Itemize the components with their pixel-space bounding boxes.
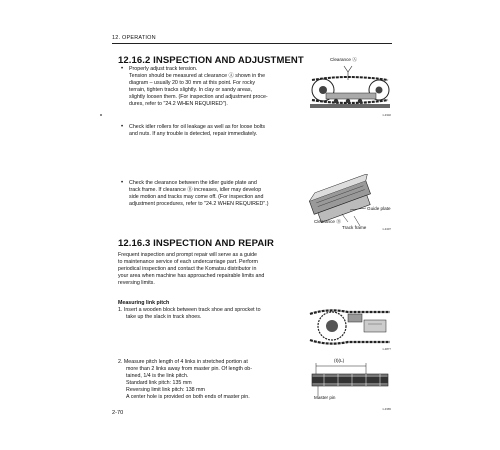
text-line: diagram – usually 20 to 30 mm at this point. For rocky xyxy=(129,79,256,86)
text-line: tained, 1/4 is the link pitch. xyxy=(126,372,189,379)
figure-link-pitch xyxy=(308,360,392,412)
figure-wooden-block xyxy=(308,300,392,352)
figure-code: 1-3332 xyxy=(382,113,391,117)
subheading-link-pitch: Measuring link pitch xyxy=(118,300,170,306)
text-line: A center hole is provided on both ends of master pin. xyxy=(126,393,250,400)
label-guide-plate: Guide plate xyxy=(367,206,391,211)
text-line: to maintenance service of each undercarriage part. Perform xyxy=(118,258,258,265)
step-1 xyxy=(118,307,304,321)
text-line: Standard link pitch: 135 mm xyxy=(126,379,192,386)
bullet-icon: • xyxy=(121,180,124,186)
bullet-icon: • xyxy=(121,124,124,130)
bullet-idler-rollers xyxy=(121,124,389,138)
section-title-inspection-repair: 12.16.3 INSPECTION AND REPAIR xyxy=(118,238,274,249)
text-line: periodical inspection and contact the Komatsu distributor in xyxy=(118,265,257,272)
text-line: Reversing limit link pitch: 138 mm xyxy=(126,386,205,393)
text-line: reversing limits. xyxy=(118,279,155,286)
figure-label-clearance-a: Clearance Ⓐ xyxy=(330,57,357,62)
track-diagram-icon xyxy=(308,60,392,118)
text-line: Properly adjust track tension. xyxy=(129,66,198,72)
text-line: 2. Measure pitch length of 4 links in stretched portion at xyxy=(118,359,248,365)
text-line: 1. Insert a wooden block between track shoe and sprocket to xyxy=(118,307,261,313)
text-line: Frequent inspection and prompt repair will serve as a guide xyxy=(118,252,257,258)
page-number: 2-70 xyxy=(112,410,124,416)
figure-track-clearance xyxy=(308,57,392,118)
bullet-icon: • xyxy=(121,66,124,72)
repair-paragraph xyxy=(118,252,304,287)
text-line: adjustment procedures, refer to "24.2 WHEN REQUIRED".) xyxy=(129,200,269,207)
sprocket-diagram-icon xyxy=(308,300,392,352)
text-line: Check the clearance between the idler guide plate and xyxy=(129,180,257,186)
text-line: terrain, tighten tracks slightly. In clay or sandy areas, xyxy=(129,86,252,93)
bullet-track-tension xyxy=(121,66,304,107)
figure-guide-plate xyxy=(308,174,392,232)
bullet-guide-plate xyxy=(121,180,307,208)
label-master-pin: Master pin xyxy=(314,395,336,400)
text-line: and nuts. If any trouble is detected, repair immediately. xyxy=(129,130,258,137)
header-rule xyxy=(112,43,392,44)
text-line: dures, refer to "24.2 WHEN REQUIRED"). xyxy=(129,100,228,107)
figure-code: 1-3365 xyxy=(382,407,391,411)
figure-code: 1-3407 xyxy=(382,227,391,231)
text-line: your area when machine has approached repairable limits and xyxy=(118,272,265,279)
section-title-inspection-adjustment: 12.16.2 INSPECTION AND ADJUSTMENT xyxy=(118,55,304,66)
text-line: more than 2 links away from master pin. Of length ob- xyxy=(126,365,253,372)
text-line: Tension should be measured at clearance Ⓐ shown in the xyxy=(129,72,266,79)
link-pitch-icon xyxy=(308,360,392,412)
label-track-frame: Track frame xyxy=(342,225,367,230)
text-line: take up the slack in track shoes. xyxy=(126,313,202,320)
label-pitch-length: (ℓ)(L) xyxy=(334,358,345,363)
step-2 xyxy=(118,359,304,400)
text-line: side motion and tracks may come off. (For inspection and xyxy=(129,193,264,200)
text-line: Check idler rollers for oil leakage as well as for loose bolts xyxy=(129,124,266,130)
margin-mark xyxy=(100,114,102,116)
text-line: track frame. If clearance Ⓑ increases, idler may develop xyxy=(129,186,262,193)
figure-code: 1-3877 xyxy=(382,347,391,351)
section-header: 12. OPERATION xyxy=(112,35,156,41)
label-clearance-b: Clearance Ⓑ xyxy=(314,219,341,224)
text-line: slightly loosen them. (For inspection and adjustment proce- xyxy=(129,93,268,100)
